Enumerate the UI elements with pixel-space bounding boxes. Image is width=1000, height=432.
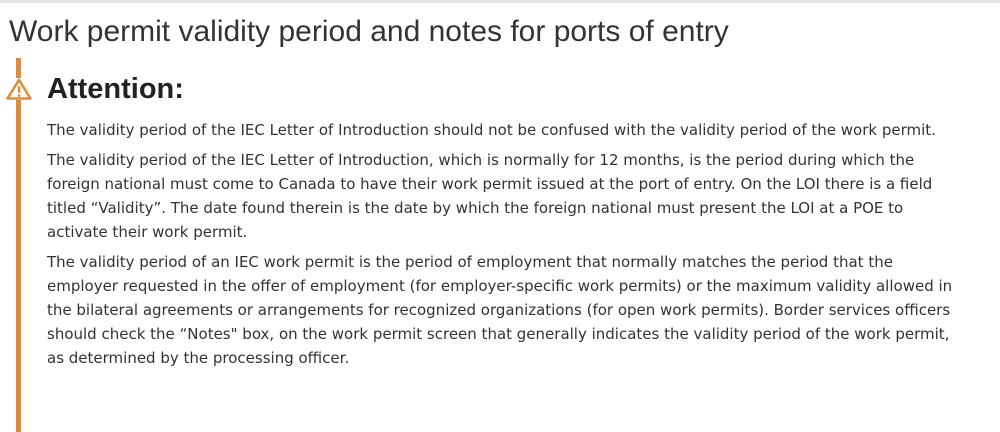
alert-paragraph: The validity period of the IEC Letter of Introduction should not be confused with the validity period of the work permit.	[47, 121, 936, 139]
alert-heading: Attention:	[47, 73, 184, 105]
alert-paragraph: The validity period of the IEC Letter of Introduction, which is normally for 12 months, is the period during which the foreign national must come to Canada to have their work permit issued at the port of entry. On the LOI there is a field titled “Validity”. The date found therein is the date by which the foreign national must present the LOI at a POE to activate their work permit.	[47, 151, 933, 241]
top-divider	[0, 0, 1000, 3]
page-title: Work permit validity period and notes for ports of entry	[9, 15, 729, 48]
warning-triangle-icon	[6, 78, 32, 100]
alert-paragraph: The validity period of an IEC work permit is the period of employment that normally matches the period that the employer requested in the offer of employment (for employer-specific work permits) or the maximum validity allowed in the bilateral agreements or arrangements for recognized organizations (for open work permits). Border services officers should check the “Notes" box, on the work permit screen that generally indicates the validity period of the work permit, as determined by the processing officer.	[47, 253, 953, 367]
alert-body	[47, 118, 965, 376]
attention-alert	[0, 58, 1000, 432]
alert-accent-bar	[16, 58, 21, 432]
